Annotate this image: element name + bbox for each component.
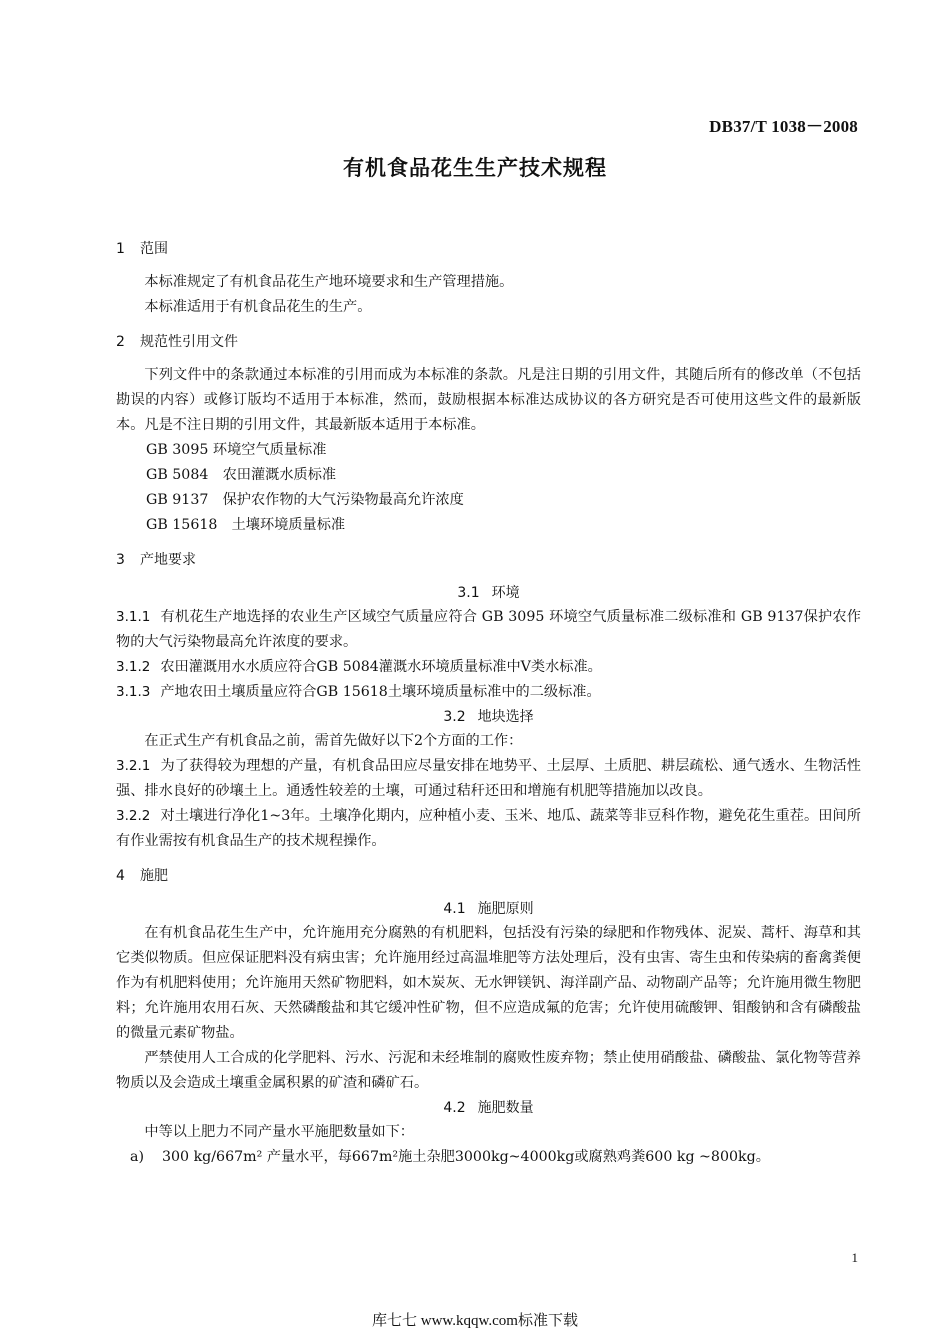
references-intro: 下列文件中的条款通过本标准的引用而成为本标准的条款。凡是注日期的引用文件，其随后所有的修改单（不包括勘误的内容）或修订版均不适用于本标准，然而，鼓励根据本标准达成协议的各方研究是否可使用这些文件的最新版本。凡是不注日期的引用文件，其最新版本适用于本标准。 (116, 367, 861, 433)
section-title: 范围 (140, 241, 168, 257)
clause-number: 3.2.1 (116, 758, 151, 774)
footer-watermark: 库七七 www.kqqw.com标准下载 (372, 1313, 578, 1329)
clause-text: 对土壤进行净化1~3年。土壤净化期内，应种植小麦、玉米、地瓜、蔬菜等非豆科作物，避免花生重茬。田间所有作业需按有机食品生产的技术规程操作。 (116, 808, 861, 849)
clause-3-2-2 (116, 804, 861, 854)
section-title: 产地要求 (140, 552, 196, 568)
section-2-heading (116, 330, 861, 355)
fertilizer-quantity-intro: 中等以上肥力不同产量水平施肥数量如下： (144, 1124, 414, 1140)
scope-paragraph-1: 本标准规定了有机食品花生产地环境要求和生产管理措施。 (144, 274, 514, 290)
reference-item: GB 9137 保护农作物的大气污染物最高允许浓度 (146, 492, 464, 508)
document-body (116, 237, 861, 1170)
clause-text: 有机花生产地选择的农业生产区域空气质量应符合 GB 3095 环境空气质量标准二级标准和 GB 9137保护农作物的大气污染物最高允许浓度的要求。 (116, 609, 861, 650)
clause-number: 3.1.2 (116, 659, 151, 675)
section-number: 2 (116, 334, 125, 350)
standard-code: DB37/T 1038－2008 (709, 117, 858, 136)
subsection-title: 环境 (491, 585, 520, 601)
clause-3-2-1 (116, 754, 861, 804)
section-1-heading (116, 237, 861, 262)
reference-item: GB 3095 环境空气质量标准 (146, 442, 327, 458)
subsection-4-2-heading (116, 1096, 861, 1120)
reference-item: GB 5084 农田灌溉水质标准 (146, 467, 337, 483)
subsection-number: 3.1 (457, 585, 480, 601)
subsection-number: 3.2 (443, 709, 466, 725)
clause-number: 3.2.2 (116, 808, 151, 824)
list-item (116, 1145, 861, 1170)
section-number: 1 (116, 241, 125, 257)
list-item-label: a) (130, 1149, 144, 1165)
clause-text: 为了获得较为理想的产量，有机食品田应尽量安排在地势平、土层厚、土质肥、耕层疏松、通气透水、生物活性强、排水良好的砂壤土上。通透性较差的土壤，可通过秸秆还田和增施有机肥等措施加以改良。 (116, 758, 861, 799)
fertilizer-principle-paragraph-1: 在有机食品花生生产中，允许施用充分腐熟的有机肥料，包括没有污染的绿肥和作物残体、泥炭、蒿杆、海草和其它类似物质。但应保证肥料没有病虫害；允许施用经过高温堆肥等方法处理后，没有虫害、寄生虫和传染病的畜禽粪便作为有机肥料使用；允许施用天然矿物肥料，如木炭灰、无水钾镁钒、海洋副产品、动物副产品等；允许施用微生物肥料；允许施用农用石灰、天然磷酸盐和其它缓冲性矿物，但不应造成氟的危害；允许使用硫酸钾、钼酸钠和含有磷酸盐的微量元素矿物盐。 (116, 925, 861, 1041)
clause-number: 3.1.1 (116, 609, 151, 625)
document-title: 有机食品花生生产技术规程 (343, 156, 607, 180)
clause-3-1-2 (116, 655, 861, 680)
scope-paragraph-2: 本标准适用于有机食品花生的生产。 (144, 299, 372, 315)
subsection-4-1-heading (116, 897, 861, 921)
section-4-heading (116, 864, 861, 889)
subsection-title: 地块选择 (477, 709, 534, 725)
fertilizer-principle-paragraph-2: 严禁使用人工合成的化学肥料、污水、污泥和未经堆制的腐败性废弃物；禁止使用硝酸盐、磷酸盐、氯化物等营养物质以及会造成土壤重金属积累的矿渣和磷矿石。 (116, 1050, 861, 1091)
plot-selection-intro: 在正式生产有机食品之前，需首先做好以下2个方面的工作： (144, 733, 523, 749)
section-number: 4 (116, 868, 125, 884)
list-item-text: 300 kg/667m² 产量水平，每667m²施土杂肥3000kg~4000kg或腐熟鸡粪600 kg ~800kg。 (162, 1149, 770, 1165)
subsection-number: 4.1 (443, 901, 466, 917)
clause-text: 农田灌溉用水水质应符合GB 5084灌溉水环境质量标准中Ⅴ类水标准。 (160, 659, 602, 675)
section-title: 规范性引用文件 (140, 334, 238, 350)
subsection-title: 施肥数量 (477, 1100, 534, 1116)
page-number: 1 (851, 1250, 858, 1265)
subsection-number: 4.2 (443, 1100, 466, 1116)
clause-number: 3.1.3 (116, 684, 151, 700)
clause-3-1-1 (116, 605, 861, 655)
subsection-3-2-heading (116, 705, 861, 729)
section-number: 3 (116, 552, 125, 568)
section-3-heading (116, 548, 861, 573)
subsection-3-1-heading (116, 581, 861, 605)
clause-3-1-3 (116, 680, 861, 705)
reference-item: GB 15618 土壤环境质量标准 (146, 517, 346, 533)
subsection-title: 施肥原则 (477, 901, 534, 917)
section-title: 施肥 (140, 868, 168, 884)
clause-text: 产地农田土壤质量应符合GB 15618土壤环境质量标准中的二级标准。 (160, 684, 601, 700)
